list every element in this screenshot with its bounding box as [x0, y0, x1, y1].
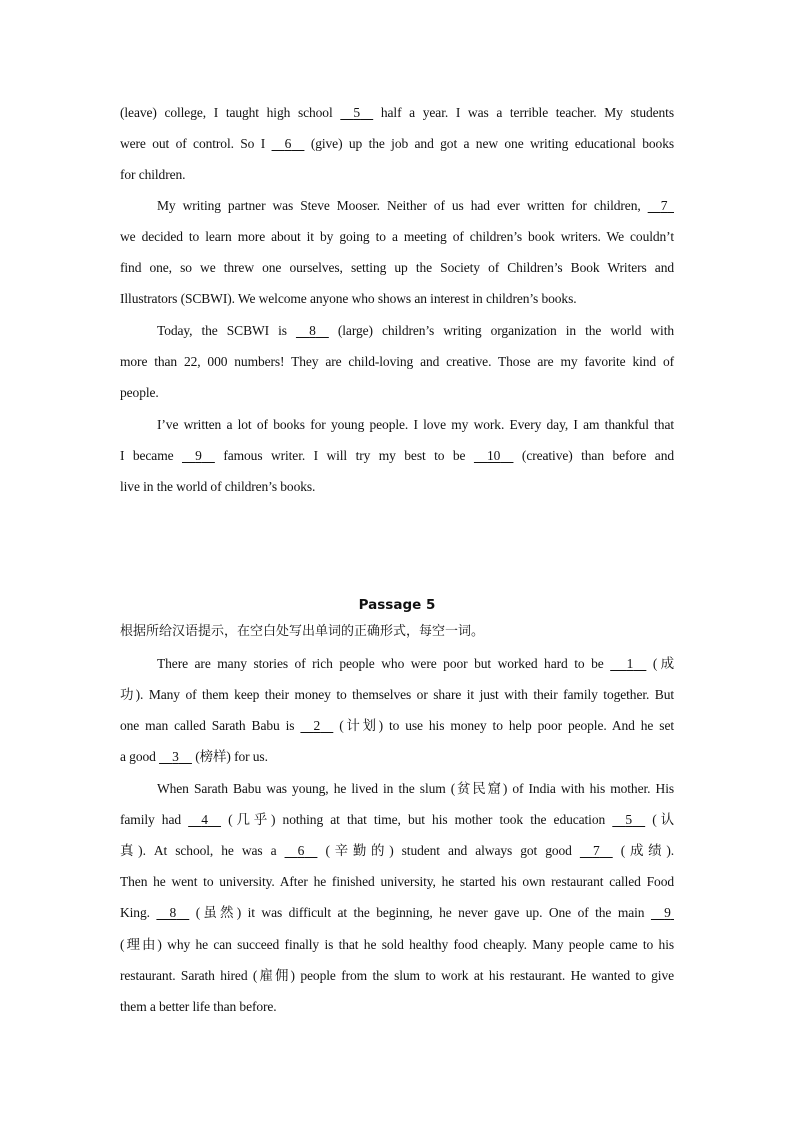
- p5-line-10: (理由) why he can succeed finally is that he sold healthy food cheaply. Many people came to his: [120, 937, 674, 952]
- passage-title: Passage 5: [358, 597, 436, 613]
- p4-line-13: live in the world of children’s books.: [120, 479, 316, 494]
- blank-5: 5: [625, 812, 633, 827]
- p4-line-9: more than 22, 000 numbers! They are child-loving and creative. Those are my favorite kind of: [120, 354, 674, 369]
- p4-line-8: Today, the SCBWI is 8 (large) children’s writing organization in the world with: [157, 323, 674, 338]
- blank-2: 2: [313, 718, 321, 733]
- blank-1: 1: [626, 656, 634, 671]
- p5-line-11: restaurant. Sarath hired (雇佣) people from the slum to work at his restaurant. He wanted to give: [120, 968, 674, 983]
- p4-line-10: people.: [120, 385, 159, 400]
- p5-line-4: a good 3 (榜样) for us.: [120, 749, 268, 764]
- p5-line-2: 功). Many of them keep their money to themselves or share it just with their family together. But: [120, 687, 674, 702]
- blank-3: 3: [172, 749, 179, 764]
- p5-line-12: them a better life than before.: [120, 999, 277, 1014]
- p5-line-1: There are many stories of rich people who were poor but worked hard to be 1 (成: [157, 656, 674, 671]
- p4-line-2: were out of control. So I 6 (give) up the job and got a new one writing educational books: [120, 136, 674, 151]
- p4-line-12: I became 9 famous writer. I will try my best to be 10 (creative) than before and: [120, 448, 674, 463]
- p4-line-4: My writing partner was Steve Mooser. Neither of us had ever written for children, 7: [157, 197, 674, 215]
- blank-8: 8: [169, 905, 177, 920]
- p5-line-3: one man called Sarath Babu is 2 (计划) to use his money to help poor people. And he set: [120, 718, 674, 733]
- p4-line-7: Illustrators (SCBWI). We welcome anyone who shows an interest in children’s books.: [120, 291, 577, 306]
- p4-line-5: we decided to learn more about it by going to a meeting of children’s book writers. We couldn’t: [120, 229, 674, 244]
- blank-5: 5: [353, 105, 361, 120]
- blank-7: 7: [660, 198, 668, 213]
- p5-line-8: Then he went to university. After he finished university, he started his own restaurant called Food: [120, 874, 674, 889]
- blank-6: 6: [284, 136, 292, 151]
- passage-instruction: 根据所给汉语提示，在空白处写出单词的正确形式，每空一词。: [120, 624, 485, 639]
- p5-line-6: family had 4 (几乎) nothing at that time, but his mother took the education 5 (认: [120, 812, 674, 827]
- p4-line-1: (leave) college, I taught high school 5 half a year. I was a terrible teacher. My students: [120, 105, 674, 120]
- p5-line-7: 真). At school, he was a 6 (辛勤的) student and always got good 7 (成绩).: [120, 843, 674, 858]
- blank-9: 9: [664, 905, 671, 920]
- blank-10: 10: [487, 448, 501, 463]
- blank-9: 9: [195, 448, 202, 463]
- blank-6: 6: [297, 843, 305, 858]
- p4-line-6: find one, so we threw one ourselves, setting up the Society of Children’s Book Writers and: [120, 260, 674, 275]
- blank-7: 7: [592, 843, 600, 858]
- p4-line-3: for children.: [120, 167, 186, 182]
- blank-4: 4: [201, 812, 208, 827]
- blank-8: 8: [309, 323, 316, 338]
- p5-line-5: When Sarath Babu was young, he lived in the slum (贫民窟) of India with his mother. His: [157, 781, 674, 796]
- p5-line-9: King. 8 (虽然) it was difficult at the beginning, he never gave up. One of the main 9: [120, 904, 674, 922]
- p4-line-11: I’ve written a lot of books for young people. I love my work. Every day, I am thankful that: [157, 417, 674, 432]
